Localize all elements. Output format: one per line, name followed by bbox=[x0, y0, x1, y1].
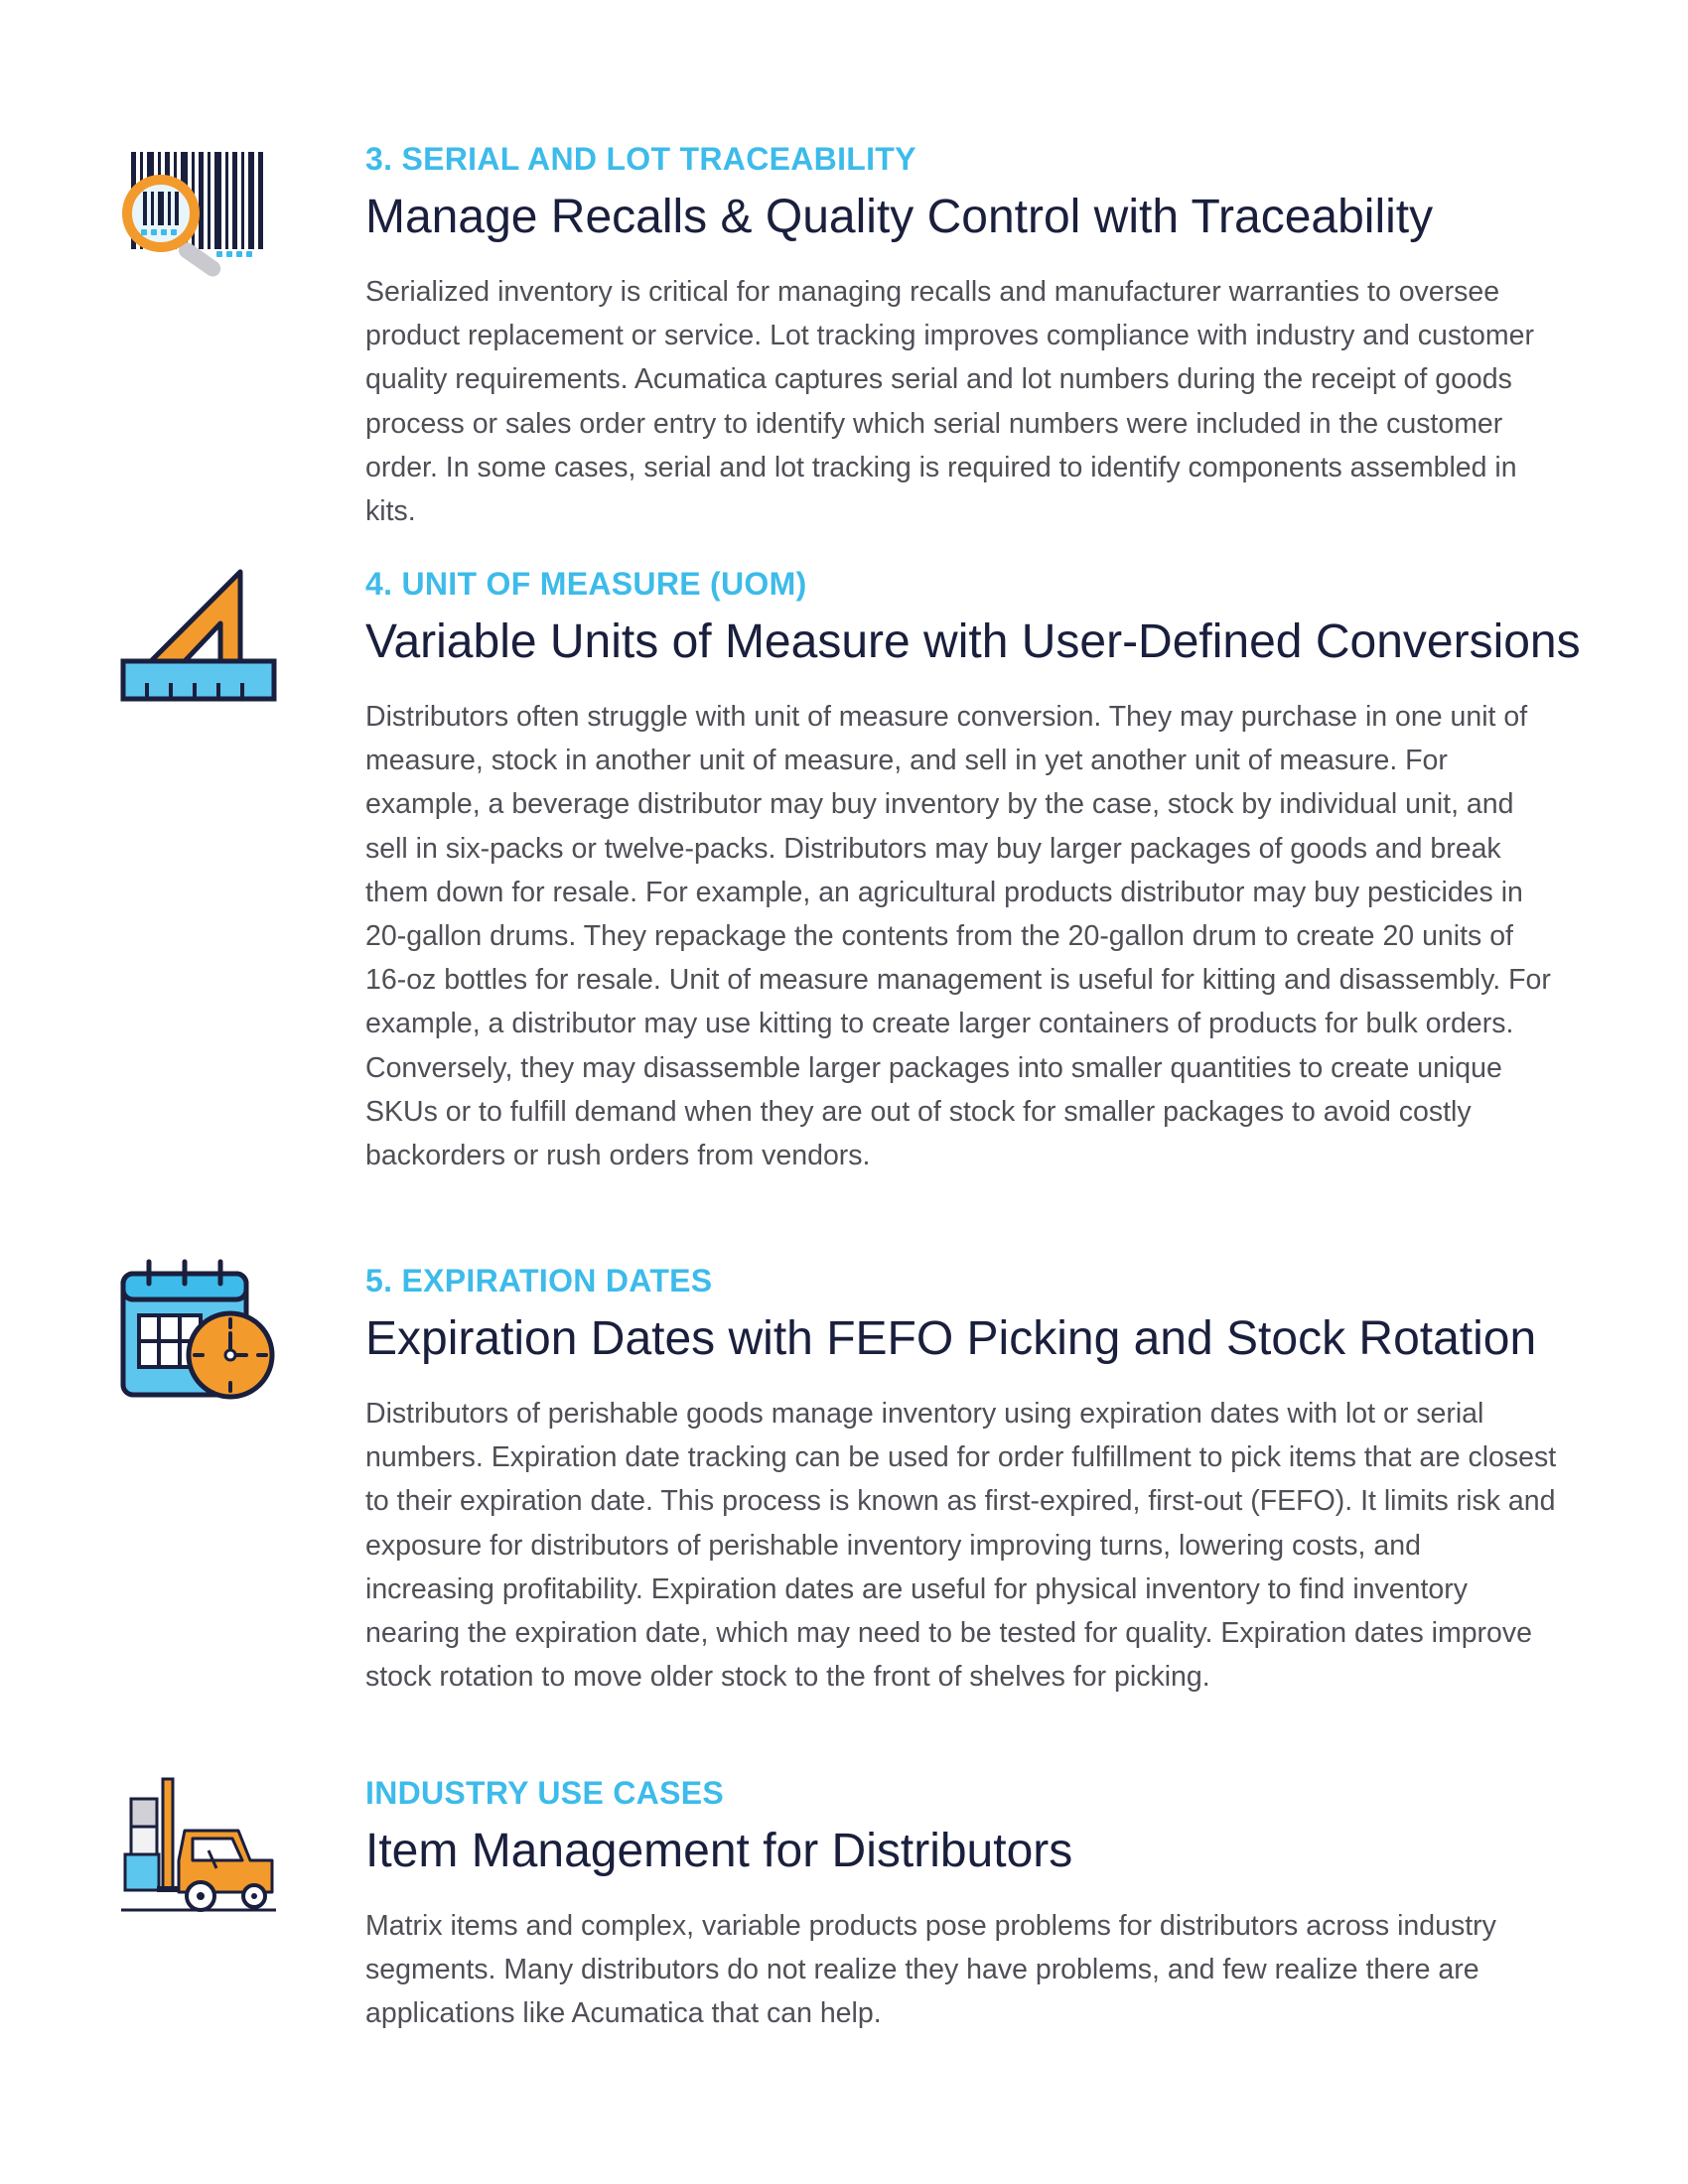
section-eyebrow: INDUSTRY USE CASES bbox=[365, 1775, 725, 1811]
barcode-magnifier-icon bbox=[119, 144, 278, 303]
section-content bbox=[365, 1773, 1557, 2036]
section-body: Distributors of perishable goods manage inventory using expiration dates with lot or serial numbers. Expiration date tracking can be used for order fulfillment to pick items that are closest to their expiration date. This process is known as first-expired, first-out (FEFO). It limits risk and exposure for distributors of perishable inventory improving turns, lowering costs, and increasing profitability. Expiration dates are useful for physical inventory to find inventory nearing the expiration date, which may need to be tested for quality. Expiration dates improve stock rotation to move older stock to the front of shelves for picking. bbox=[365, 1398, 1557, 1694]
section-content bbox=[365, 139, 1557, 533]
forklift-icon bbox=[119, 1761, 278, 1920]
section-body: Serialized inventory is critical for managing recalls and manufacturer warranties to oversee product replacement or service. Lot tracking improves compliance with industry and customer quality requirements. Acumatica captures serial and lot numbers during the receipt of goods process or sales order entry to identify which serial numbers were included in the customer order. In some cases, serial and lot tracking is required to identify components assembled in kits. bbox=[365, 276, 1534, 528]
calendar-clock-icon bbox=[119, 1256, 278, 1415]
section-title: Variable Units of Measure with User-Defined Conversions bbox=[365, 615, 1581, 668]
section-eyebrow: 3. SERIAL AND LOT TRACEABILITY bbox=[365, 141, 916, 177]
section-eyebrow: 5. EXPIRATION DATES bbox=[365, 1263, 713, 1298]
section-content bbox=[365, 1261, 1557, 1699]
section-eyebrow: 4. UNIT OF MEASURE (UOM) bbox=[365, 566, 807, 602]
set-square-ruler-icon bbox=[119, 564, 278, 723]
section-title: Manage Recalls & Quality Control with Traceability bbox=[365, 191, 1434, 243]
section-body: Matrix items and complex, variable products pose problems for distributors across industry segments. Many distributors do not realize they have problems, and few realize there are applications like Acumatica that can help. bbox=[365, 1910, 1496, 2030]
section-title: Expiration Dates with FEFO Picking and Stock Rotation bbox=[365, 1312, 1537, 1365]
section-content bbox=[365, 564, 1581, 1177]
section-title: Item Management for Distributors bbox=[365, 1825, 1073, 1877]
section-body: Distributors often struggle with unit of measure conversion. They may purchase in one unit of measure, stock in another unit of measure, and sell in yet another unit of measure. For example, a beverage distributor may buy inventory by the case, stock by individual unit, and sell in six-packs or twelve-packs. Distributors may buy larger packages of goods and break them down for resale. For example, an agricultural products distributor may buy pesticides in 20-gallon drums. They repackage the contents from the 20-gallon drum to create 20 units of 16-oz bottles for resale. Unit of measure management is useful for kitting and disassembly. For example, a distributor may use kitting to create larger containers of products for bulk orders. Conversely, they may disassemble larger packages into smaller quantities to create unique SKUs or to fulfill demand when they are out of stock for smaller packages to avoid costly backorders or rush orders from vendors. bbox=[365, 701, 1551, 1172]
